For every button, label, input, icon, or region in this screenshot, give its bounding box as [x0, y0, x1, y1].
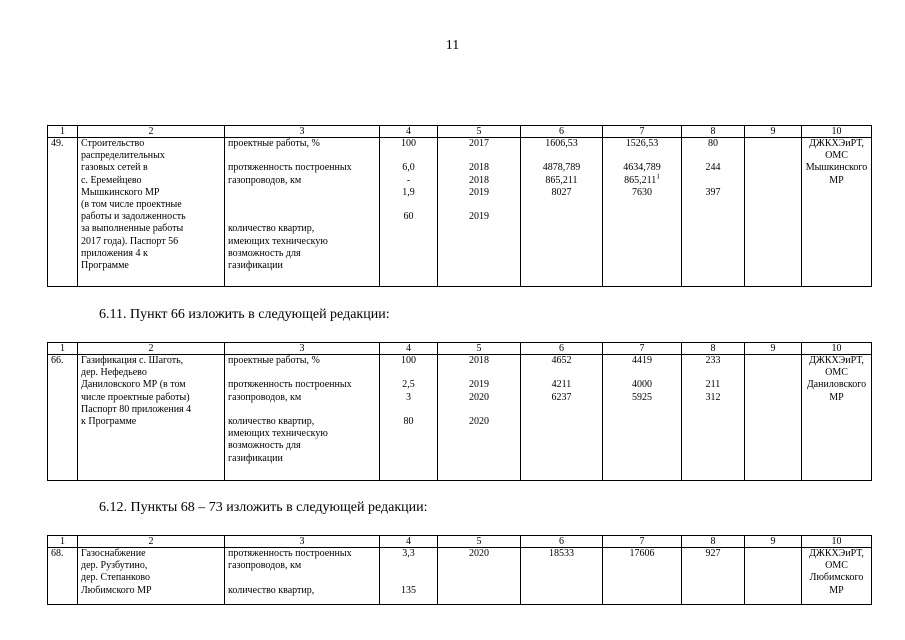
- responsible: ДЖКХЭиРТ, ОМС Любимского МР: [802, 548, 872, 605]
- col-header: 7: [603, 536, 682, 548]
- col7-values: 1526,53 4634,789 865,211$^1$ 7630: [603, 138, 682, 287]
- col-header: 4: [380, 536, 438, 548]
- col4-values: 100 6,0 - 1,9 60: [380, 138, 438, 287]
- col-header: 9: [745, 126, 802, 138]
- col-header: 2: [78, 126, 225, 138]
- row-number: 49.: [48, 138, 78, 287]
- col4-values: 3,3 135: [380, 548, 438, 605]
- col-header: 1: [48, 126, 78, 138]
- table-row: [48, 548, 872, 605]
- column-header-row: [48, 536, 872, 548]
- table-row: [48, 138, 872, 287]
- col-header: 3: [225, 126, 380, 138]
- row-number: 68.: [48, 548, 78, 605]
- col-header: 10: [802, 126, 872, 138]
- col-header: 8: [682, 126, 745, 138]
- col8-values: 80 244 397: [682, 138, 745, 287]
- responsible: ДЖКХЭиРТ, ОМС Даниловского МР: [802, 355, 872, 481]
- col-header: 1: [48, 343, 78, 355]
- indicators: протяженность построенных газопроводов, км количество квартир,: [225, 548, 380, 605]
- object-name: Газификация с. Шаготь, дер. Нефедьево Даниловского МР (в том числе проектные работы) Паспорт 80 приложения 4 к Программе: [78, 355, 225, 481]
- col6-values: 1606,53 4878,789 865,211 8027: [521, 138, 603, 287]
- col-header: 9: [745, 536, 802, 548]
- col-header: 5: [438, 126, 521, 138]
- col5-years: 2017 2018 2018 2019 2019: [438, 138, 521, 287]
- table-item-68: [47, 535, 872, 605]
- col4-values: 100 2,5 3 80: [380, 355, 438, 481]
- col7-values: 4419 4000 5925: [603, 355, 682, 481]
- col-header: 6: [521, 536, 603, 548]
- col-header: 6: [521, 126, 603, 138]
- table-item-66: [47, 342, 872, 481]
- row-number: 66.: [48, 355, 78, 481]
- col-header: 1: [48, 536, 78, 548]
- col-header: 6: [521, 343, 603, 355]
- indicators: проектные работы, % протяженность построенных газопроводов, км количество квартир, имеющих техническую возможность для газификации: [225, 138, 380, 287]
- col-header: 7: [603, 343, 682, 355]
- col8-values: 233 211 312: [682, 355, 745, 481]
- page-number: 11: [445, 38, 460, 53]
- col9-empty: [745, 138, 802, 287]
- col5-year: 2020: [438, 548, 521, 605]
- responsible: ДЖКХЭиРТ, ОМС Мышкинского МР: [802, 138, 872, 287]
- col9-empty: [745, 548, 802, 605]
- table-row: [48, 355, 872, 481]
- col7-value: 17606: [603, 548, 682, 605]
- col9-empty: [745, 355, 802, 481]
- section-heading-6-11: 6.11. Пункт 66 изложить в следующей редакции:: [99, 307, 390, 322]
- col-header: 2: [78, 343, 225, 355]
- col8-value: 927: [682, 548, 745, 605]
- table-item-49: [47, 125, 872, 287]
- col-header: 4: [380, 126, 438, 138]
- col-header: 10: [802, 343, 872, 355]
- section-heading-6-12: 6.12. Пункты 68 – 73 изложить в следующей редакции:: [99, 500, 428, 515]
- object-name: Газоснабжение дер. Рузбутино, дер. Степанково Любимского МР: [78, 548, 225, 605]
- col5-years: 2018 2019 2020 2020: [438, 355, 521, 481]
- indicators: проектные работы, % протяженность построенных газопроводов, км количество квартир, имеющих техническую возможность для газификации: [225, 355, 380, 481]
- col-header: 7: [603, 126, 682, 138]
- col-header: 10: [802, 536, 872, 548]
- col6-values: 4652 4211 6237: [521, 355, 603, 481]
- col-header: 3: [225, 536, 380, 548]
- col-header: 5: [438, 343, 521, 355]
- col-header: 3: [225, 343, 380, 355]
- col-header: 9: [745, 343, 802, 355]
- object-name: Строительство распределительных газовых сетей в с. Еремейцево Мышкинского МР (в том числе проектные работы и задолженность за выполненные работы 2017 года). Паспорт 56 приложения 4 к Программе: [78, 138, 225, 287]
- column-header-row: [48, 343, 872, 355]
- col6-value: 18533: [521, 548, 603, 605]
- col-header: 2: [78, 536, 225, 548]
- col-header: 8: [682, 343, 745, 355]
- col-header: 8: [682, 536, 745, 548]
- column-header-row: [48, 126, 872, 138]
- col-header: 4: [380, 343, 438, 355]
- col-header: 5: [438, 536, 521, 548]
